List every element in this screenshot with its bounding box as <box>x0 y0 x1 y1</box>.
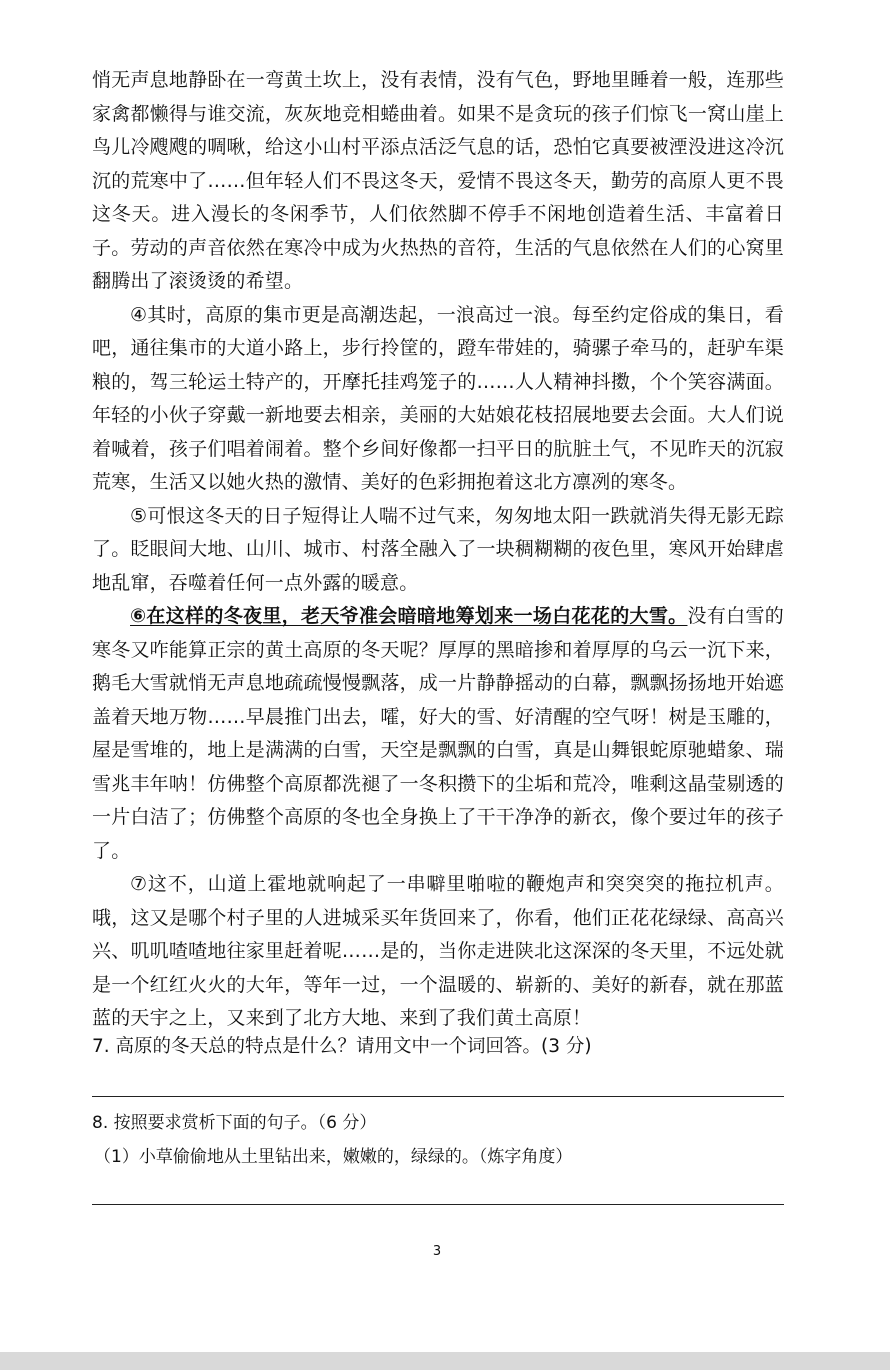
underlined-key-sentence: ⑥在这样的冬夜里，老天爷准会暗暗地筹划来一场白花花的大雪。 <box>130 605 688 627</box>
answer-line-q7 <box>92 1096 784 1097</box>
article-body <box>92 64 784 1036</box>
question-7: 7. 高原的冬天总的特点是什么？请用文中一个词回答。(3 分) <box>92 1036 592 1057</box>
page-number: 3 <box>432 1244 442 1259</box>
paragraph-6 <box>92 600 784 868</box>
paragraph-5: ⑤可恨这冬天的日子短得让人喘不过气来，匆匆地太阳一跌就消失得无影无踪了。眨眼间大地、山川、城市、村落全融入了一块稠糊糊的夜色里，寒风开始肆虐地乱窜，吞噬着任何一点外露的暖意。 <box>92 504 784 594</box>
paragraph-3-continued: 悄无声息地静卧在一弯黄土坎上，没有表情，没有气色，野地里睡着一般，连那些家禽都懒得与谁交流，灰灰地竞相蜷曲着。如果不是贪玩的孩子们惊飞一窝山崖上鸟儿冷飕飕的啁啾，给这小山村平添点活泛气息的话，恐怕它真要被湮没进这冷沉沉的荒寒中了……但年轻人们不畏这冬天，爱情不畏这冬天，勤劳的高原人更不畏这冬天。进入漫长的冬闲季节，人们依然脚不停手不闲地创造着生活、丰富着日子。劳动的声音依然在寒冷中成为火热热的音符，生活的气息依然在人们的心窝里翻腾出了滚烫烫的希望。 <box>92 69 784 292</box>
paragraph-7: ⑦这不，山道上霍地就响起了一串噼里啪啦的鞭炮声和突突突的拖拉机声。哦，这又是哪个村子里的人进城采买年货回来了，你看，他们正花花绿绿、高高兴兴、叽叽喳喳地往家里赶着呢……是的，当你走进陕北这深深的冬天里，不远处就是一个红红火火的大年，等年一过，一个温暖的、崭新的、美好的新春，就在那蓝蓝的天宇之上，又来到了北方大地、来到了我们黄土高原！ <box>92 873 784 1029</box>
question-8-part-1: （1）小草偷偷地从土里钻出来，嫩嫩的，绿绿的。（炼字角度） <box>94 1147 573 1167</box>
paragraph-4: ④其时，高原的集市更是高潮迭起，一浪高过一浪。每至约定俗成的集日，看吧，通往集市的大道小路上，步行拎筐的，蹬车带娃的，骑骡子牵马的，赶驴车渠粮的，驾三轮运土特产的，开摩托挂鸡笼子的……人人精神抖擞，个个笑容满面。年轻的小伙子穿戴一新地要去相亲，美丽的大姑娘花枝招展地要去会面。大人们说着喊着，孩子们唱着闹着。整个乡间好像都一扫平日的肮脏土气，不见昨天的沉寂荒寒，生活又以她火热的激情、美好的色彩拥抱着这北方凛冽的寒冬。 <box>92 303 784 493</box>
paragraph-6-rest: 没有白雪的寒冬又咋能算正宗的黄土高原的冬天呢？厚厚的黑暗掺和着厚厚的乌云一沉下来，鹅毛大雪就悄无声息地疏疏慢慢飘落，成一片静静摇动的白幕，飘飘扬扬地开始遮盖着天地万物……早晨推门出去，嚯，好大的雪、好清醒的空气呀！树是玉雕的，屋是雪堆的，地上是满满的白雪，天空是飘飘的白雪，真是山舞银蛇原驰蜡象、瑞雪兆丰年呐！仿佛整个高原都洗褪了一冬积攒下的尘垢和荒冷，唯剩这晶莹剔透的一片白洁了；仿佛整个高原的冬也全身换上了干干净净的新衣，像个要过年的孩子了。 <box>92 605 784 862</box>
question-8: 8. 按照要求赏析下面的句子。（6 分） <box>92 1113 377 1133</box>
viewer-bottom-bar <box>0 1352 890 1370</box>
answer-line-q8-1 <box>92 1204 784 1205</box>
